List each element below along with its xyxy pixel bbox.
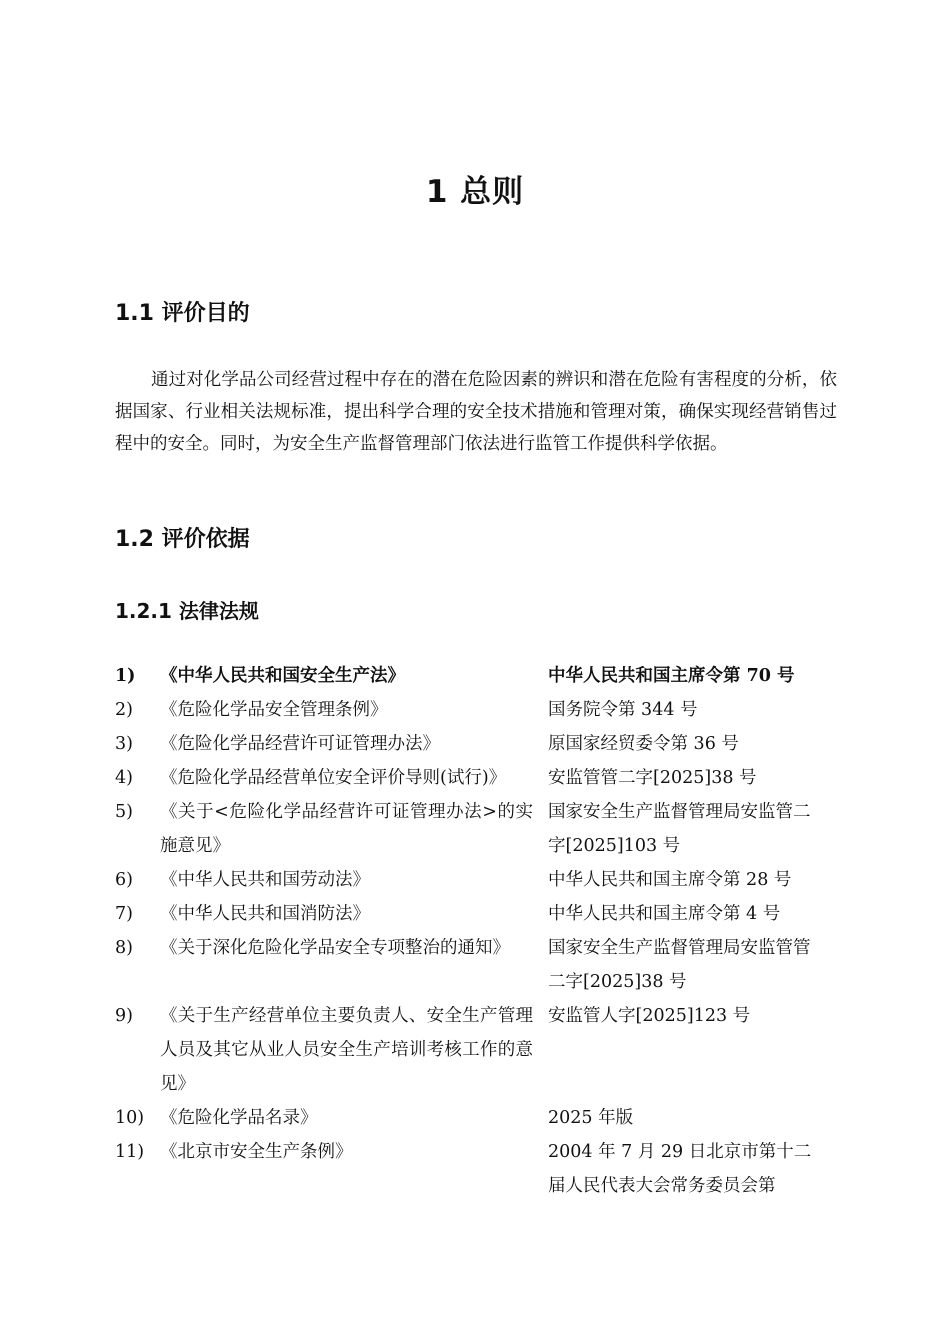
list-item — [115, 897, 837, 931]
regulations-list — [115, 659, 837, 1203]
chapter-title: 1 总则 — [425, 174, 525, 210]
list-item — [115, 727, 837, 761]
regulation-document-number: 2004 年 7 月 29 日北京市第十二届人民代表大会常务委员会第 — [548, 1142, 812, 1196]
item-number: 10) — [115, 1108, 145, 1128]
item-number: 5) — [115, 802, 133, 822]
item-number: 3) — [115, 734, 133, 754]
regulation-document-number: 2025 年版 — [548, 1108, 634, 1128]
regulation-document-number: 原国家经贸委令第 36 号 — [548, 734, 739, 754]
section-heading-1-1: 1.1 评价目的 — [115, 301, 250, 326]
regulation-title: 《中华人民共和国劳动法》 — [160, 870, 370, 890]
list-item — [115, 1135, 837, 1203]
regulation-title: 《关于<危险化学品经营许可证管理办法>的实施意见》 — [160, 802, 533, 856]
item-number: 6) — [115, 870, 133, 890]
regulation-document-number: 中华人民共和国主席令第 70 号 — [548, 666, 795, 686]
regulation-document-number: 国家安全生产监督管理局安监管二字[2025]103 号 — [548, 802, 811, 856]
regulation-title: 《危险化学品经营许可证管理办法》 — [160, 734, 440, 754]
list-item — [115, 1101, 837, 1135]
item-number: 11) — [115, 1142, 145, 1162]
section-heading-1-2: 1.2 评价依据 — [115, 527, 250, 552]
regulation-document-number: 安监管人字[2025]123 号 — [548, 1006, 751, 1026]
item-number: 9) — [115, 1006, 133, 1026]
regulation-title: 《中华人民共和国消防法》 — [160, 904, 370, 924]
regulation-title: 《危险化学品名录》 — [160, 1108, 318, 1128]
regulation-title: 《北京市安全生产条例》 — [160, 1142, 353, 1162]
regulation-title: 《中华人民共和国安全生产法》 — [160, 666, 405, 686]
item-number: 1) — [115, 666, 136, 686]
item-number: 8) — [115, 938, 133, 958]
regulation-title: 《危险化学品经营单位安全评价导则(试行)》 — [160, 768, 507, 788]
regulation-title: 《关于深化危险化学品安全专项整治的通知》 — [160, 938, 510, 958]
list-item — [115, 693, 837, 727]
regulation-document-number: 中华人民共和国主席令第 28 号 — [548, 870, 792, 890]
list-item — [115, 795, 837, 863]
section-heading-1-2-1: 1.2.1 法律法规 — [115, 599, 259, 623]
regulation-title: 《危险化学品安全管理条例》 — [160, 700, 388, 720]
item-number: 2) — [115, 700, 133, 720]
list-item — [115, 761, 837, 795]
purpose-paragraph: 通过对化学品公司经营过程中存在的潜在危险因素的辨识和潜在危险有害程度的分析，依据国家、行业相关法规标准，提出科学合理的安全技术措施和管理对策，确保实现经营销售过程中的安全。同时，为安全生产监督管理部门依法进行监管工作提供科学依据。 — [115, 370, 837, 454]
regulation-document-number: 国务院令第 344 号 — [548, 700, 698, 720]
item-number: 4) — [115, 768, 133, 788]
regulation-document-number: 安监管管二字[2025]38 号 — [548, 768, 757, 788]
regulation-document-number: 中华人民共和国主席令第 4 号 — [548, 904, 781, 924]
list-item — [115, 863, 837, 897]
regulation-document-number: 国家安全生产监督管理局安监管管二字[2025]38 号 — [548, 938, 811, 992]
regulation-title: 《关于生产经营单位主要负责人、安全生产管理人员及其它从业人员安全生产培训考核工作的意见》 — [160, 1006, 533, 1094]
list-item — [115, 999, 837, 1101]
list-item — [115, 931, 837, 999]
item-number: 7) — [115, 904, 133, 924]
list-item — [115, 659, 837, 693]
